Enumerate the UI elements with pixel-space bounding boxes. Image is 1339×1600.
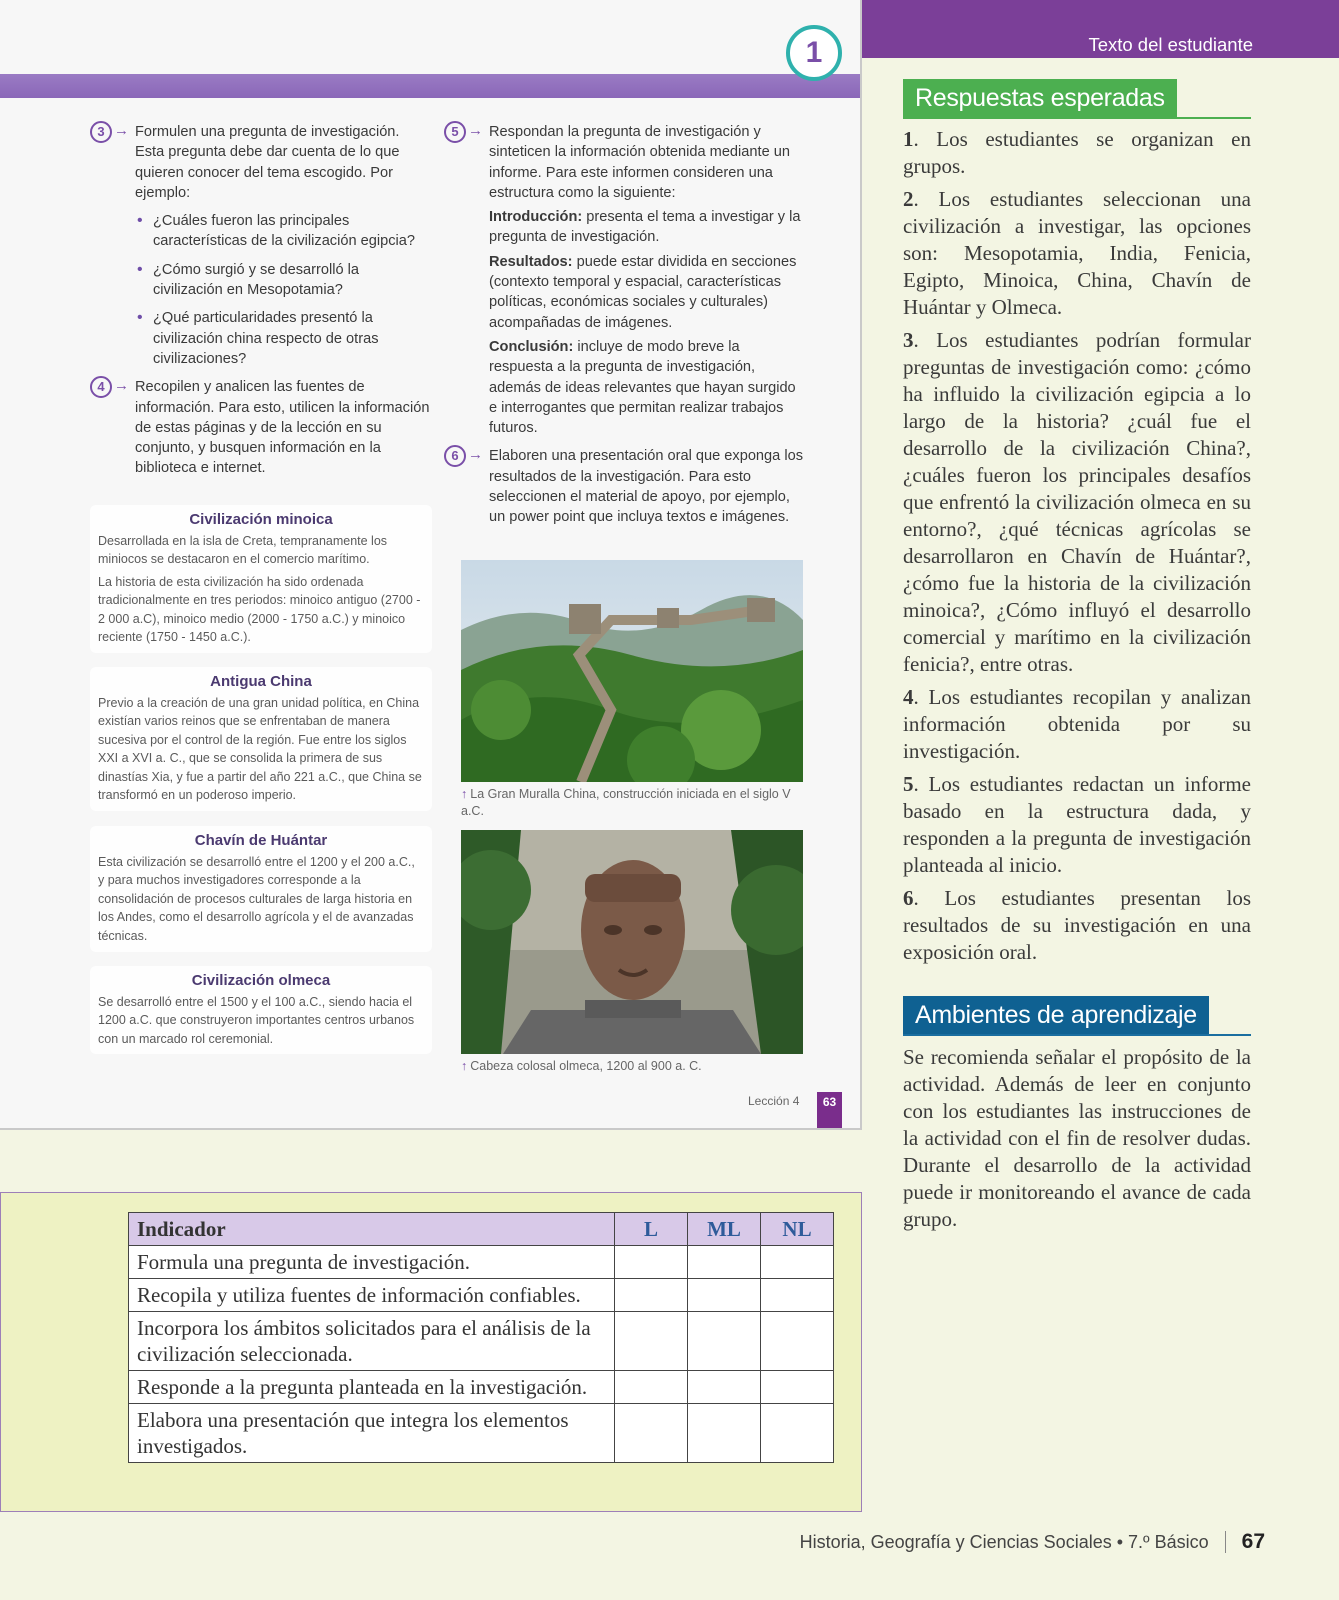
student-page-image [0,0,862,1130]
answer-number: 3 [903,328,914,352]
level-cell [615,1312,688,1371]
info-box-title: Antigua China [210,673,312,690]
level-cell [615,1371,688,1404]
great-wall-caption [461,786,791,820]
rubric-header-row [129,1213,834,1246]
info-box-text: Desarrollada en la isla de Creta, tempranamente los miniocos se destacaron en el comercio marítimo. [98,533,388,566]
step-6 [444,446,806,527]
section-title: Ambientes de aprendizaje [903,996,1209,1034]
info-box-minoica [90,505,432,653]
unit-badge: 1 [786,25,842,81]
arrow-right-icon: → [468,446,483,464]
info-box-title: Chavín de Huántar [194,832,328,849]
step-text: Respondan la pregunta de investigación y sinteticen la información obtenida mediante un informe. Para este informen consideren una estructura como la siguiente: [489,124,790,201]
student-page-header-band [0,74,862,98]
caption-text: Cabeza colosal olmeca, 1200 al 900 a. C. [470,1059,702,1073]
answer-text: . Los estudiantes se organizan en grupos. [903,127,1251,178]
section-title: Respuestas esperadas [903,79,1177,117]
page-number: 67 [1241,1530,1265,1553]
level-cell [761,1404,834,1463]
caption-text: La Gran Muralla China, construcción iniciada en el siglo V a.C. [461,787,791,818]
structure-term: Introducción: [489,209,583,226]
step-text: Recopilen y analicen las fuentes de información. Para esto, utilicen la información de estas páginas y de la lección en su conjunto, y busquen información en la biblioteca e internet. [135,379,430,477]
structure-item [489,207,806,248]
arrow-right-icon: → [114,122,129,139]
info-box-text: Esta civilización se desarrolló entre el 1200 y el 200 a.C., y para muchos investigadores corresponde a la consolidación de procesos culturales de larga historia en los Andes, como el desarrollo agrícola y el de avanzadas técnicas. [98,854,415,943]
olmec-head-caption [461,1058,791,1075]
page-footer [800,1530,1265,1554]
answer-number: 2 [903,187,914,211]
student-page-right-column [444,122,806,528]
footer-divider [1225,1531,1226,1553]
ambientes-heading [903,996,1251,1036]
lesson-label: Lección 4 [748,1094,800,1108]
respuestas-heading [903,79,1251,119]
ambientes-text: Se recomienda señalar el propósito de la actividad. Además de leer en conjunto con los estudiantes las instrucciones de la actividad con el fin de resolver dudas. Durante el desarrollo de la actividad puede ir monitoreando el avance de cada grupo. [903,1045,1251,1231]
olmec-head-illustration [461,830,803,1054]
respuestas-list [903,126,1251,972]
indicator-cell: Formula una pregunta de investigación. [129,1246,615,1279]
ambientes-text-block [903,1044,1251,1239]
info-box-text: Previo a la creación de una gran unidad política, en China existían varios reinos que se enfrentaban de manera sucesiva por el control de la región. Fue entre los siglos XXI a XVI a. C., que se consolida la primera de sus dinastías Xia, y fue a partir del año 221 a.C., que China se transformó en un poderoso imperio. [98,695,422,802]
indicator-cell: Responde a la pregunta planteada en la investigación. [129,1371,615,1404]
structure-term: Conclusión: [489,338,574,355]
structure-text: puede estar dividida en secciones (contexto temporal y espacial, características políticas, económicas sociales y culturales) acompañadas de imágenes. [489,253,797,331]
student-page-number: 63 [817,1092,842,1130]
answer-text: . Los estudiantes podrían formular preguntas de investigación como: ¿cómo ha influido la civilización egipcia a lo largo de la historia? ¿cuál fue el desarrollo de la civilización China?, ¿cuáles fueron los principales desafíos que enfrentó la civilización olmeca en su entorno?, ¿qué técnicas agrícolas se desarrollaron en Chavín de Huántar?, ¿cómo fue la historia de la civilización minoica?, ¿Cómo influyó el desarrollo comercial y marítimo en la civilización fenicia?, entre otras. [903,328,1251,676]
answer-text: . Los estudiantes seleccionan una civilización a investigar, las opciones son: Mesopotamia, India, Fenicia, Egipto, Minoica, China, Chavín de Huántar y Olmeca. [903,187,1251,319]
info-box-text: La historia de esta civilización ha sido ordenada tradicionalmente en tres periodos: minoico antiguo (2700 - 2 000 a.C), minoico medio (2000 - 1750 a.C.) y minoico reciente (1750 - 1450 a.C.). [98,574,421,644]
level-cell [761,1279,834,1312]
arrow-right-icon: → [114,377,129,395]
student-page-left-column [90,122,430,479]
header-bar [862,0,1339,58]
rubric-table [128,1212,834,1463]
rubric-row [129,1279,834,1312]
level-cell [688,1279,761,1312]
info-box-china [90,667,432,811]
level-cell [761,1246,834,1279]
rubric-row [129,1312,834,1371]
level-cell [688,1404,761,1463]
example-question: • ¿Cómo surgió y se desarrolló la civilización en Mesopotamia? [153,260,430,301]
step-text: Elaboren una presentación oral que exponga los resultados de la investigación. Para esto seleccionen el material de apoyo, por ejemplo, un power point que incluya textos e imágenes. [489,448,803,526]
indicator-header: Indicador [129,1213,615,1246]
answer-item [903,885,1251,966]
answer-text: . Los estudiantes recopilan y analizan información obtenida por su investigación. [903,685,1251,763]
info-box-title: Civilización olmeca [191,972,331,989]
footer-text: Historia, Geografía y Ciencias Sociales • 7.º Básico [799,1531,1209,1552]
structure-text: incluye de modo breve la respuesta a la pregunta de investigación, además de ideas relevantes que hayan surgido e interrogantes que permitan realizar trabajos futuros. [489,338,796,437]
level-cell [688,1312,761,1371]
step-number: 5 [444,121,466,143]
step-number: 3 [90,121,112,143]
great-wall-illustration [461,560,803,782]
example-questions [135,211,430,369]
step-4 [90,377,430,478]
level-cell [615,1246,688,1279]
arrow-right-icon: → [468,122,483,139]
example-question: • ¿Qué particularidades presentó la civilización china respecto de otras civilizaciones? [153,308,430,369]
structure-text: presenta el tema a investigar y la pregunta de investigación. [489,209,801,246]
header-label: Texto del estudiante [1088,34,1253,55]
answer-item [903,327,1251,678]
step-text: Formulen una pregunta de investigación. Esta pregunta debe dar cuenta de lo que quieren conocer del tema escogido. Por ejemplo: [135,124,400,201]
structure-item [489,252,806,333]
answer-item [903,684,1251,765]
example-question: • ¿Cuáles fueron las principales características de la civilización egipcia? [153,211,430,252]
level-cell [761,1312,834,1371]
level-header-nl: NL [761,1213,834,1246]
step-5 [444,122,806,438]
arrow-up-icon: ↑ [461,787,468,801]
level-cell [761,1371,834,1404]
rubric-row [129,1371,834,1404]
answer-item [903,126,1251,180]
info-box-olmeca [90,966,432,1054]
answer-text: . Los estudiantes presentan los resultados de su investigación en una exposición oral. [903,886,1251,964]
answer-number: 5 [903,772,914,796]
level-cell [615,1404,688,1463]
step-number: 6 [444,445,466,467]
info-box-chavin [90,826,432,952]
olmec-head-photo [461,830,803,1054]
info-box-title: Civilización minoica [189,511,333,528]
answer-item [903,186,1251,321]
rubric-row [129,1404,834,1463]
answer-number: 4 [903,685,914,709]
great-wall-photo [461,560,803,782]
level-header-l: L [615,1213,688,1246]
structure-item [489,337,806,438]
answer-number: 1 [903,127,914,151]
answer-text: . Los estudiantes redactan un informe basado en la estructura dada, y responden a la pregunta de investigación planteada al inicio. [903,772,1251,877]
step-3 [90,122,430,369]
indicator-cell: Recopila y utiliza fuentes de información confiables. [129,1279,615,1312]
level-cell [688,1371,761,1404]
rubric-row [129,1246,834,1279]
indicator-cell: Incorpora los ámbitos solicitados para el análisis de la civilización seleccionada. [129,1312,615,1371]
answer-item [903,771,1251,879]
level-header-ml: ML [688,1213,761,1246]
level-cell [615,1279,688,1312]
level-cell [688,1246,761,1279]
indicator-cell: Elabora una presentación que integra los elementos investigados. [129,1404,615,1463]
info-box-text: Se desarrolló entre el 1500 y el 100 a.C., siendo hacia el 1200 a.C. que construyeron importantes centros urbanos con un marcado rol ceremonial. [98,994,415,1046]
answer-number: 6 [903,886,914,910]
arrow-up-icon: ↑ [461,1059,468,1073]
step-number: 4 [90,376,112,398]
structure-term: Resultados: [489,253,573,270]
